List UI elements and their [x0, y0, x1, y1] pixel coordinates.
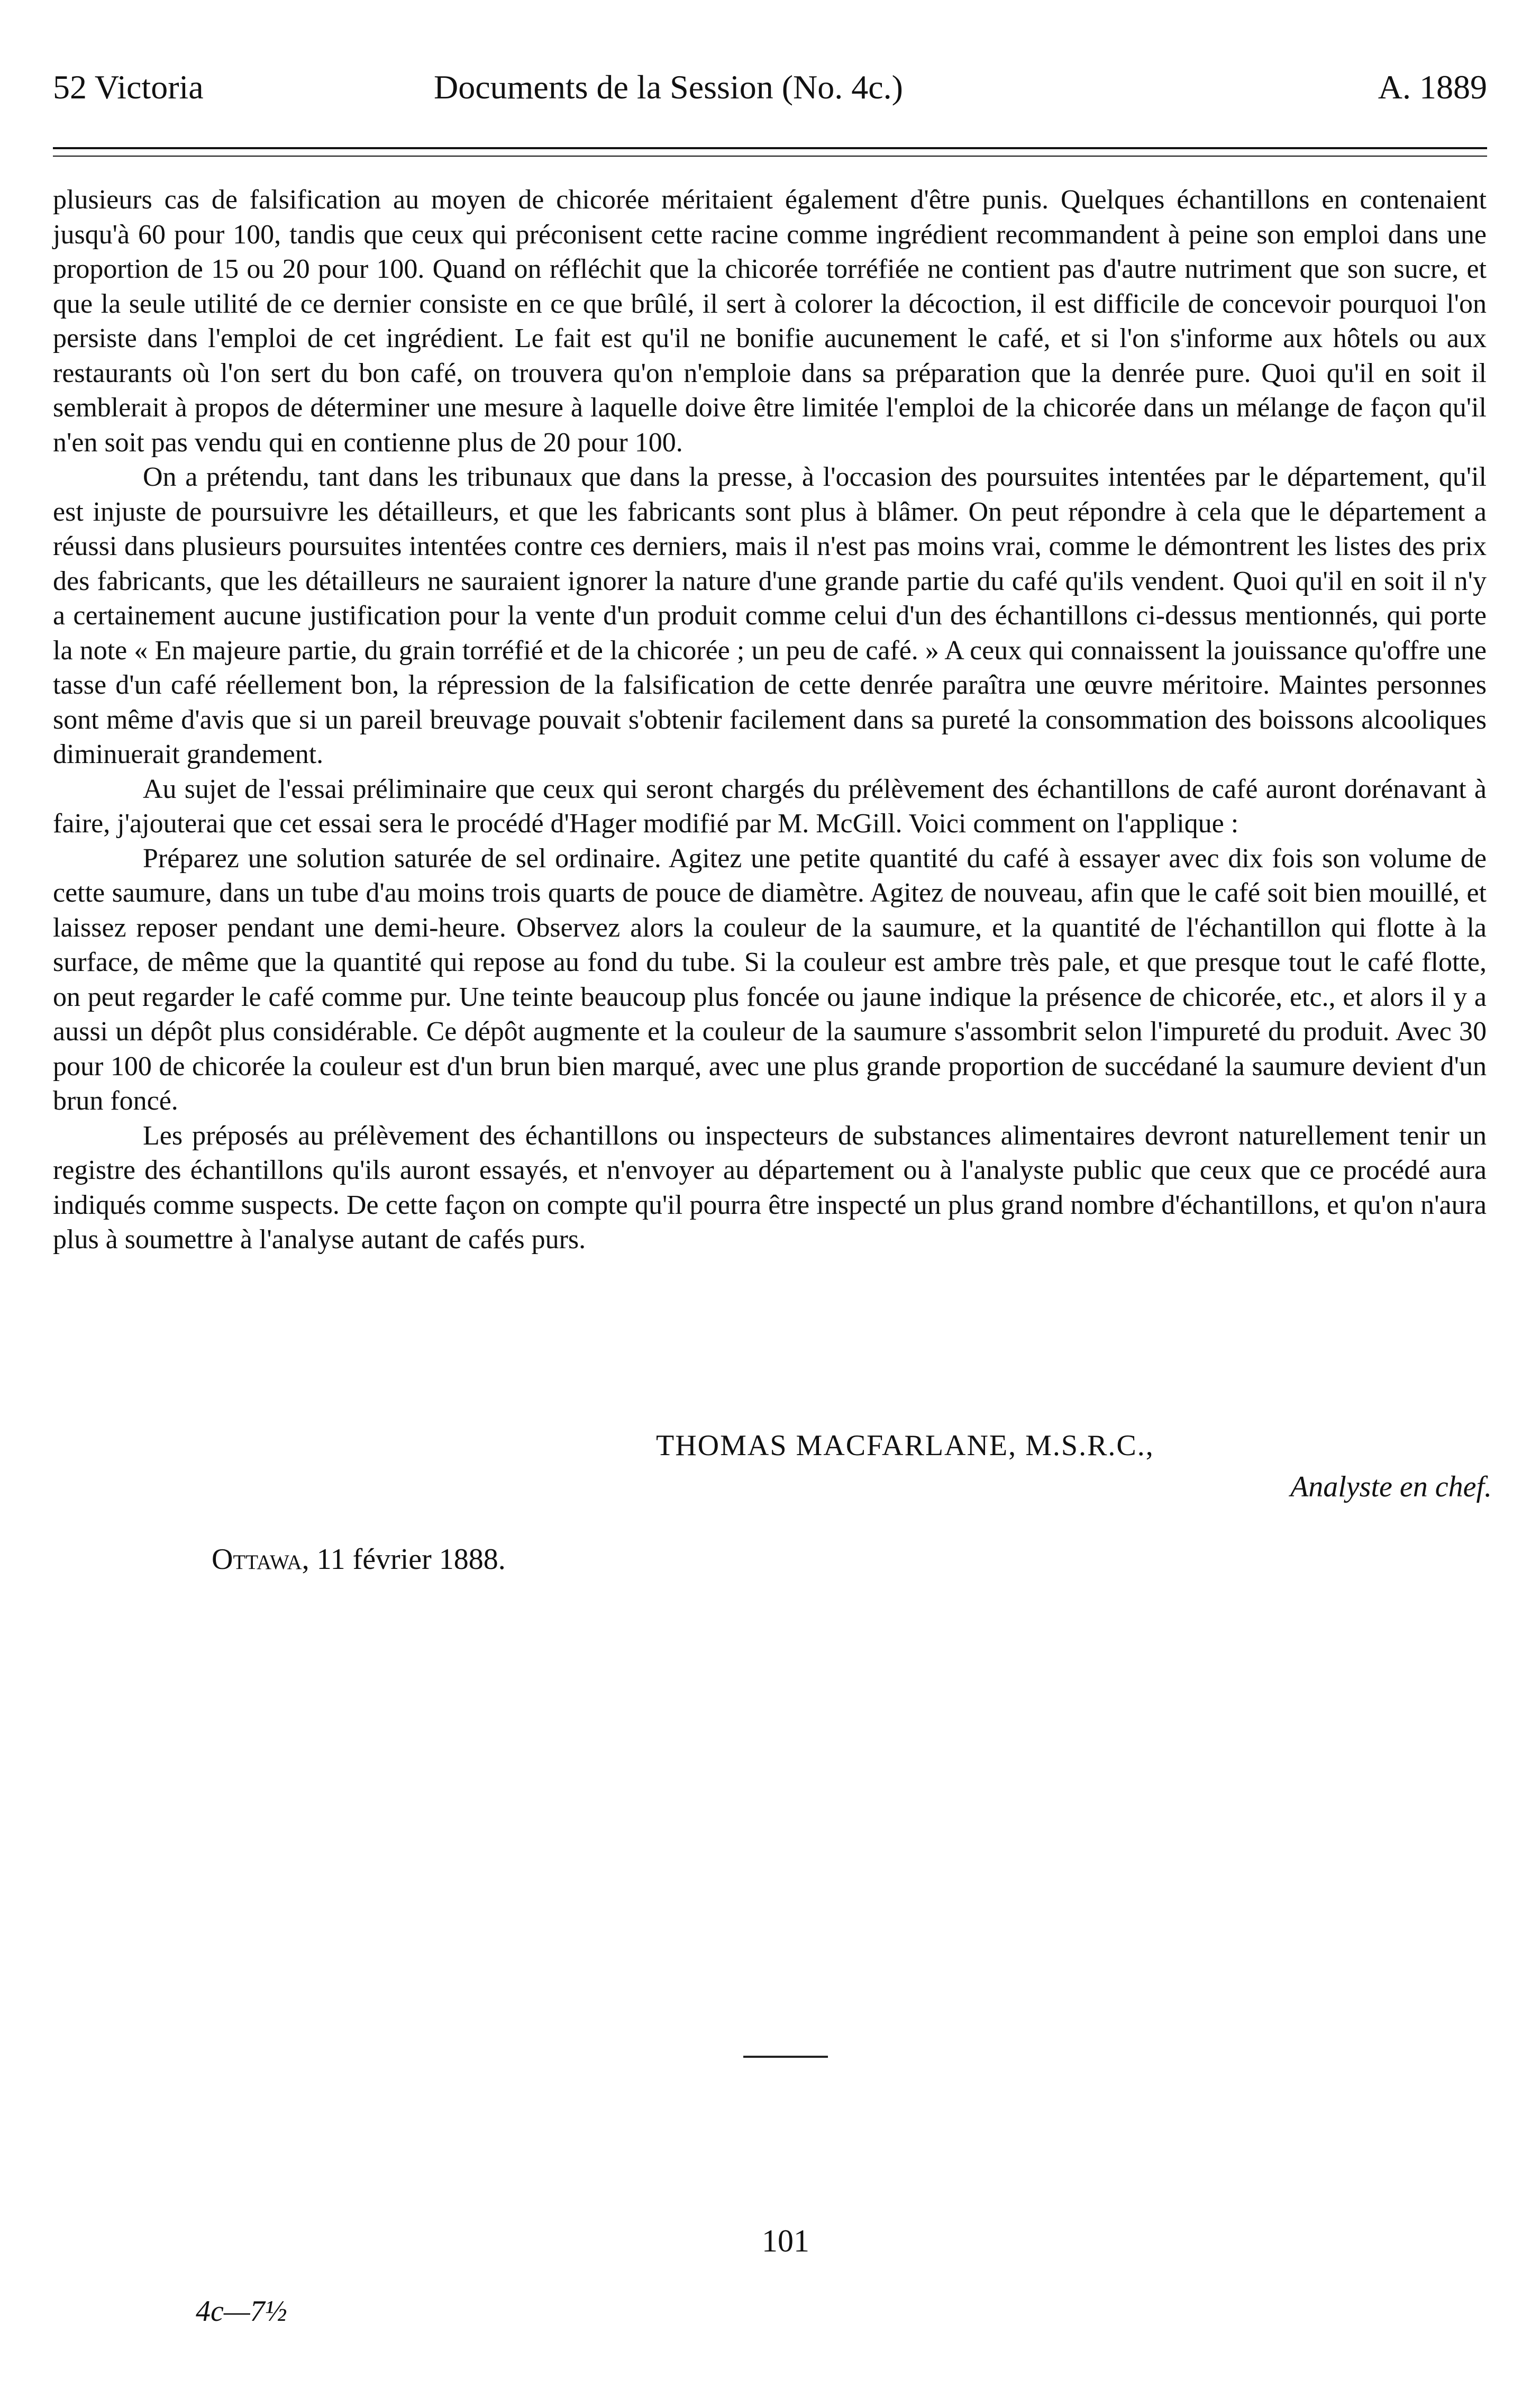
body-text — [53, 183, 1487, 1257]
header-year: A. 1889 — [1378, 68, 1487, 106]
running-header — [53, 61, 1487, 114]
paragraph-chicory: plusieurs cas de falsification au moyen de chicorée méritaient également d'être punis. Quelques échantillons en contenaient jusqu'à 60 pour 100, tandis que ceux qui préconisent cette racine comme ingrédient recommandent à peine son emploi dans une proportion de 15 ou 20 pour 100. Quand on réfléchit que la chicorée torréfiée ne contient pas d'autre nutriment que son sucre, et que la seule utilité de ce dernier consiste en ce que brûlé, il sert à colorer la décoction, il est difficile de concevoir pourquoi l'on persiste dans l'emploi de cet ingrédient. Le fait est qu'il ne bonifie aucunement le café, et si l'on s'informe aux hôtels ou aux restaurants où l'on sert du bon café, on trouvera qu'on n'emploie dans sa préparation que la denrée pure. Quoi qu'il en soit il semblerait à propos de déterminer une mesure à laquelle doive être limitée l'emploi de la chicorée dans un mélange de façon qu'il n'en soit pas vendu qui en contienne plus de 20 pour 100. — [53, 185, 1487, 458]
paragraph-prosecutions: On a prétendu, tant dans les tribunaux que dans la presse, à l'occasion des poursuites intentées par le département, qu'il est injuste de poursuivre les détailleurs, et que les fabricants sont plus à blâmer. On peut répondre à cela que le département a réussi dans plusieurs poursuites intentées contre ces derniers, mais il n'est pas moins vrai, comme le démontrent les listes des prix des fabricants, que les détailleurs ne sauraient ignorer la nature d'une grande partie du café qu'ils vendent. Quoi qu'il en soit il n'y a certainement aucune justification pour la vente d'un produit comme celui d'un des échantillons ci-dessus mentionnés, qui porte la note « En majeure partie, du grain torréfié et de la chicorée ; un peu de café. » A ceux qui connaissent la jouissance qu'offre une tasse d'un café réellement bon, la répression de la falsification de cette denrée paraîtra une œuvre méritoire. Maintes personnes sont même d'avis que si un pareil breuvage pouvait s'obtenir facilement dans sa pureté la consommation des boissons alcooliques diminuerait grandement. — [53, 462, 1487, 769]
place-and-date — [212, 1542, 506, 1576]
printer-signature-mark: 4c—7½ — [196, 2295, 287, 2328]
page-number: 101 — [762, 2223, 809, 2258]
signature-date: 11 février 1888. — [316, 1543, 506, 1576]
header-session-label: 52 Victoria — [53, 68, 204, 106]
paragraph-preliminary-test: Au sujet de l'essai préliminaire que ceux qui seront chargés du prélèvement des échantillons de café auront dorénavant à faire, j'ajouterai que cet essai sera le procédé d'Hager modifié par M. McGill. Voici comment on l'applique : — [53, 774, 1487, 839]
paragraph-procedure: Préparez une solution saturée de sel ordinaire. Agitez une petite quantité du café à essayer avec dix fois son volume de cette saumure, dans un tube d'au moins trois quarts de pouce de diamètre. Agitez de nouveau, afin que le café soit bien mouillé, et laissez reposer pendant une demi-heure. Observez alors la couleur de la saumure, et la quantité de l'échantillon qui flotte à la surface, de même que la quantité qui repose au fond du tube. Si la couleur est ambre très pale, et que presque tout le café flotte, on peut regarder le café comme pur. Une teinte beaucoup plus foncée ou jaune indique la présence de chicorée, etc., et alors il y a aussi un dépôt plus considérable. Ce dépôt augmente et la couleur de la saumure s'assombrit selon l'impureté du produit. Avec 30 pour 100 de chicorée la couleur est d'un brun bien marqué, avec une plus grande proportion de succédané la saumure devient d'un brun foncé. — [53, 843, 1487, 1116]
signatory-title: Analyste en chef. — [1290, 1470, 1492, 1503]
header-rule-thin — [53, 156, 1487, 157]
signature-place: Ottawa, — [212, 1543, 309, 1576]
header-rule-thick — [53, 147, 1487, 149]
header-document-title: Documents de la Session (No. 4c.) — [434, 68, 903, 106]
section-separator — [743, 2056, 828, 2058]
signatory-name: THOMAS MACFARLANE, M.S.R.C., — [656, 1429, 1154, 1462]
paragraph-inspectors: Les préposés au prélèvement des échantillons ou inspecteurs de substances alimentaires devront naturellement tenir un registre des échantillons qu'ils auront essayés, et n'envoyer au département ou à l'analyste public que ceux que ce procédé aura indiqués comme suspects. De cette façon on compte qu'il pourra être inspecté un plus grand nombre d'échantillons, et qu'on n'aura plus à soumettre à l'analyse autant de cafés purs. — [53, 1120, 1487, 1255]
